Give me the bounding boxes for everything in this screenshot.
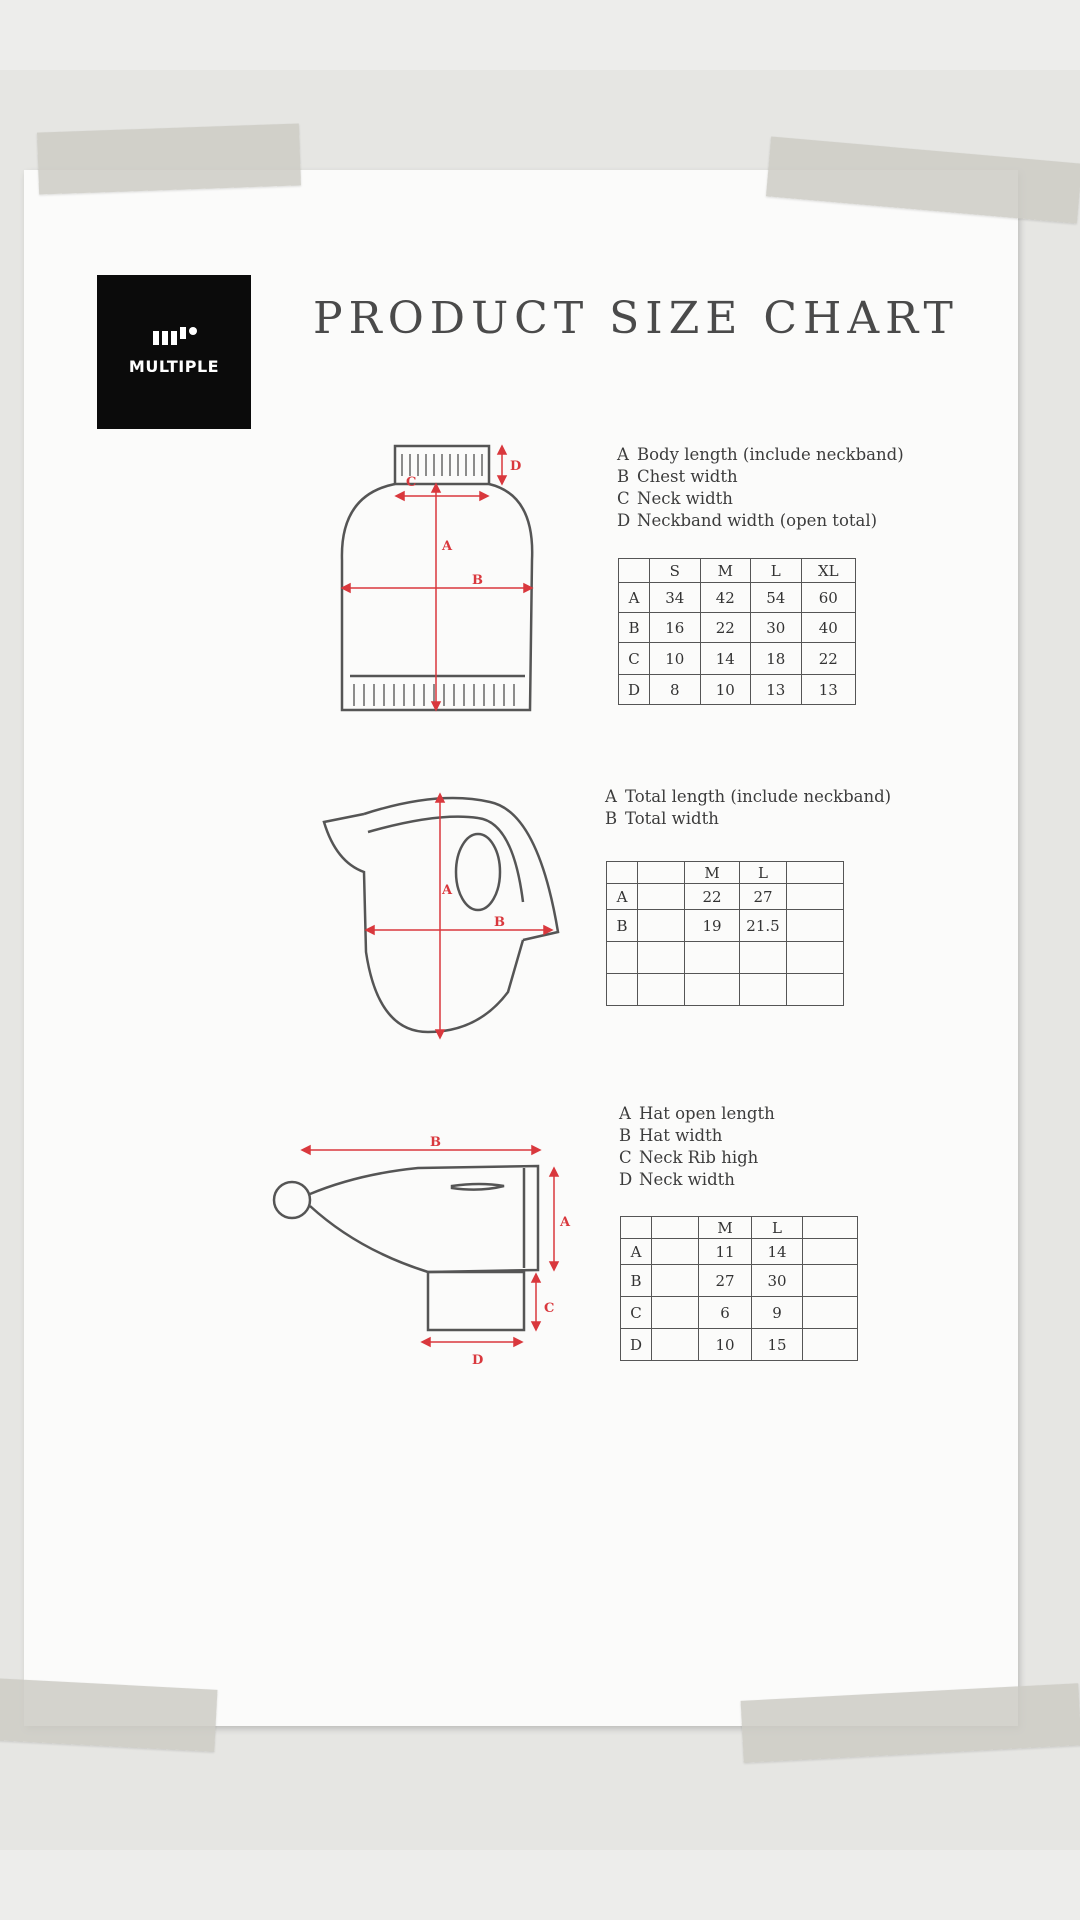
- table-row: A 34 42 54 60: [619, 583, 856, 613]
- label-b: B: [430, 1135, 441, 1150]
- legend-item: B Chest width: [617, 467, 738, 486]
- legend-item: A Body length (include neckband): [617, 445, 904, 464]
- tape-top-left: [37, 123, 301, 194]
- bottom-background-band: [0, 1850, 1080, 1920]
- sweater-diagram: [330, 440, 550, 730]
- label-a: A: [442, 883, 453, 898]
- legend-sweater: [617, 444, 904, 532]
- label-d: D: [472, 1353, 484, 1368]
- label-a: A: [442, 539, 453, 554]
- legend-item: B Total width: [605, 809, 719, 828]
- table-header-row: M L: [607, 862, 844, 884]
- brand-name: MULTIPLE: [128, 357, 220, 376]
- top-background-band: [0, 0, 1080, 70]
- table-row: [607, 942, 844, 974]
- table-header-row: S M L XL: [619, 559, 856, 583]
- table-row: B 27 30: [621, 1265, 858, 1297]
- legend-item: B Hat width: [619, 1126, 723, 1145]
- label-d: D: [510, 459, 522, 474]
- legend-item: D Neckband width (open total): [617, 511, 878, 530]
- label-c: C: [406, 475, 417, 490]
- page-title: PRODUCT SIZE CHART: [313, 293, 959, 344]
- table-row: D 10 15: [621, 1329, 858, 1361]
- table-row: A 22 27: [607, 884, 844, 910]
- table-row: A 11 14: [621, 1239, 858, 1265]
- legend-vest: [605, 786, 891, 830]
- legend-item: C Neck Rib high: [619, 1148, 759, 1167]
- label-b: B: [472, 573, 483, 588]
- table-row: C 6 9: [621, 1297, 858, 1329]
- table-row: B 19 21.5: [607, 910, 844, 942]
- table-row: C 10 14 18 22: [619, 643, 856, 675]
- legend-item: C Neck width: [617, 489, 733, 508]
- size-table-hat: [620, 1216, 858, 1361]
- label-c: C: [544, 1301, 555, 1316]
- legend-item: D Neck width: [619, 1170, 735, 1189]
- brand-logo: [97, 275, 251, 429]
- table-header-row: M L: [621, 1217, 858, 1239]
- table-row: B 16 22 30 40: [619, 613, 856, 643]
- logo-mark-icon: [153, 325, 197, 347]
- legend-item: A Total length (include neckband): [605, 787, 892, 806]
- table-row: D 8 10 13 13: [619, 675, 856, 705]
- tape-bottom-left: [0, 1678, 217, 1752]
- size-table-sweater: [618, 558, 856, 705]
- legend-hat: [619, 1103, 775, 1191]
- label-b: B: [494, 915, 505, 930]
- vest-diagram: [318, 782, 558, 1042]
- hat-diagram: [268, 1130, 578, 1380]
- legend-item: A Hat open length: [619, 1104, 775, 1123]
- label-a: A: [560, 1215, 571, 1230]
- table-row: [607, 974, 844, 1006]
- size-table-vest: [606, 861, 844, 1006]
